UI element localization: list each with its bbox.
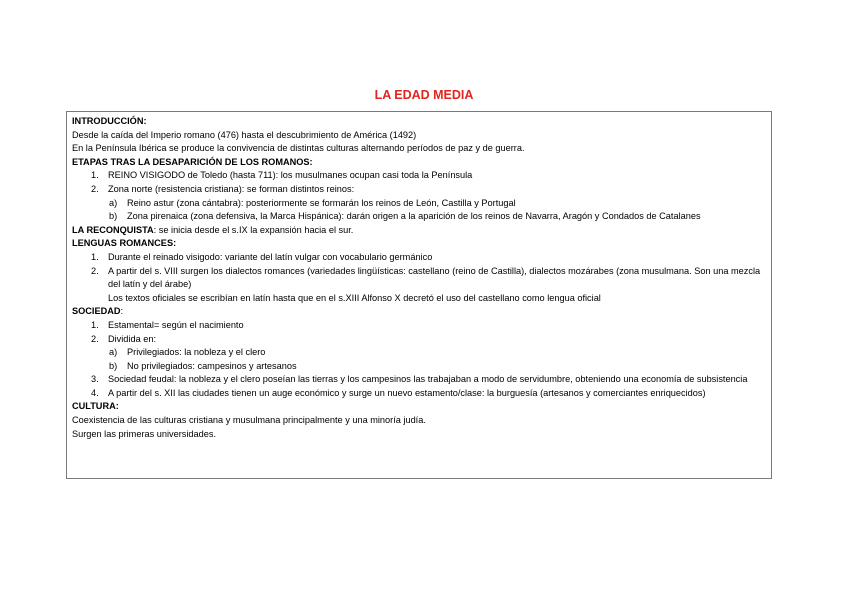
sub-list-item: a) Privilegiados: la nobleza y el clero [109, 347, 266, 358]
text-line: Coexistencia de las culturas cristiana y musulmana principalmente y una minoría judía. [72, 415, 426, 426]
text-line: Desde la caída del Imperio romano (476) hasta el descubrimiento de América (1492) [72, 129, 417, 140]
content-box [66, 111, 772, 479]
list-item: 3. Sociedad feudal: la nobleza y el clero poseían las tierras y los campesinos las trabajaban a modo de servidumbre, obteniendo una economía de subsistencia [91, 374, 748, 385]
section-heading-introduccion: INTRODUCCIÓN: [72, 116, 147, 126]
list-item: 1. REINO VISIGODO de Toledo (hasta 711): los musulmanes ocupan casi toda la Península [91, 170, 473, 181]
list-item: 2. A partir del s. VIII surgen los dialectos romances (variedades lingüísticas: castellano (reino de Castilla), dialectos mozárabes (zona musulmana. Son una mezcla del latín y del árabe) [91, 265, 761, 290]
text-line: En la Península Ibérica se produce la convivencia de distintas culturas alternando períodos de paz y de guerra. [72, 143, 525, 154]
list-item: 1. Durante el reinado visigodo: variante del latín vulgar con vocabulario germánico [91, 251, 433, 262]
sub-list-item: b) Zona pirenaica (zona defensiva, la Marca Hispánica): darán origen a la aparición de los reinos de Navarra, Aragón y Condados de Catalanes [109, 211, 701, 222]
sub-list-item: b) No privilegiados: campesinos y artesanos [109, 360, 297, 371]
list-item: 2. Zona norte (resistencia cristiana): se forman distintos reinos: [91, 183, 355, 194]
page-title: LA EDAD MEDIA [374, 88, 474, 102]
section-heading-lenguas: LENGUAS ROMANCES: [72, 238, 177, 249]
sub-list-item: a) Reino astur (zona cántabra): posteriormente se formarán los reinos de León, Castilla y Portugal [109, 197, 516, 208]
section-heading-sociedad: SOCIEDAD: [72, 306, 124, 317]
list-item: 1. Estamental= según el nacimiento [91, 319, 244, 330]
section-heading-cultura: CULTURA: [72, 401, 119, 412]
reconquista-line: LA RECONQUISTA: se inicia desde el s.IX la expansión hacia el sur. [72, 224, 354, 235]
list-item: 4. A partir del s. XII las ciudades tienen un auge económico y surge un nuevo estamento/clase: la burguesía (artesanos y comerciantes enriquecidos) [91, 387, 706, 398]
list-item: 2. Dividida en: [91, 333, 157, 344]
list-continuation: Los textos oficiales se escribían en latín hasta que en el s.XIII Alfonso X decretó el uso del castellano como lengua oficial [108, 292, 601, 303]
section-heading-etapas: ETAPAS TRAS LA DESAPARICIÓN DE LOS ROMANOS: [72, 156, 313, 167]
text-line: Surgen las primeras universidades. [72, 428, 217, 439]
